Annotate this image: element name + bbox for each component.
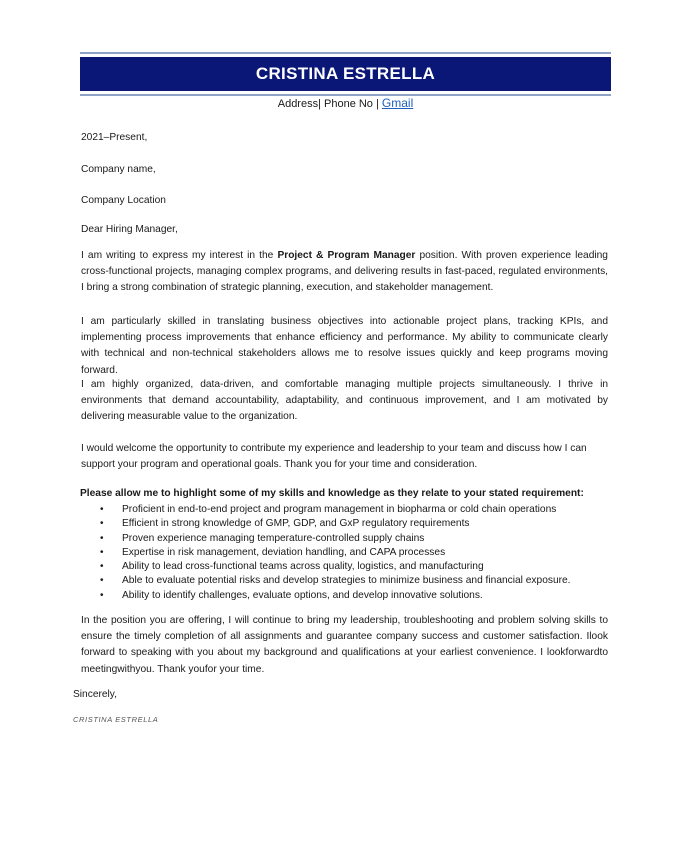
paragraph-skills-summary: I am particularly skilled in translating business objectives into actionable project plans, tracking KPIs, and implementing process improvements that enhance efficiency and performance. My ability to communicate clearly with technical and non-technical stakeholders allows me to resolve issues quickly and keep programs moving forward.: [81, 316, 608, 376]
list-item: • Expertise in risk management, deviation handling, and CAPA processes: [100, 546, 571, 560]
intro-text-end: position. With proven experience leading cross-functional projects, managing complex programs, and delivering results in fast-paced, regulated environments, I bring a strong combination of strategic planning, execution, and stakeholder management.: [81, 250, 608, 294]
company-name: Company name,: [81, 164, 156, 175]
paragraph-closing: In the position you are offering, I will continue to bring my leadership, troubleshooting and problem solving skills to ensure the timely completion of all assignments and guarantee company success and customer satisfaction. Ilook forward to speaking with you about my background and qualifications at your earliest convenience. I lookforwardto meetingwithyou. Thank youfor your time.: [81, 615, 608, 675]
list-item: • Proven experience managing temperature-controlled supply chains: [100, 532, 571, 546]
list-item: • Able to evaluate potential risks and develop strategies to minimize business and financial exposure.: [100, 574, 571, 588]
paragraph-intro: [81, 248, 608, 297]
role-title: Project & Program Manager: [277, 250, 416, 261]
signature: CRISTINA ESTRELLA: [73, 715, 159, 724]
company-location: Company Location: [81, 195, 166, 206]
top-rule: [80, 52, 611, 54]
paragraph-organization: I am highly organized, data-driven, and comfortable managing multiple projects simultaneously. I thrive in environments that demand accountability, adaptability, and continuous improvement, and I am motivated by delivering measurable value to the organization.: [81, 379, 608, 423]
contact-line: [80, 96, 611, 110]
name-banner: [80, 57, 611, 91]
skills-list: [100, 503, 571, 603]
sign-off: Sincerely,: [73, 689, 117, 700]
intro-text-start: I am writing to express my interest in the: [81, 250, 278, 261]
skills-heading: Please allow me to highlight some of my skills and knowledge as they relate to your stated requirement:: [80, 488, 584, 499]
letter-date: 2021–Present,: [81, 132, 148, 143]
gmail-link[interactable]: Gmail: [381, 96, 414, 110]
list-item: • Efficient in strong knowledge of GMP, GDP, and GxP regulatory requirements: [100, 517, 571, 531]
list-item: • Proficient in end-to-end project and program management in biopharma or cold chain operations: [100, 503, 571, 517]
list-item: • Ability to lead cross-functional teams across quality, logistics, and manufacturing: [100, 560, 571, 574]
salutation: Dear Hiring Manager,: [81, 224, 178, 235]
applicant-name: CRISTINA ESTRELLA: [255, 64, 436, 83]
paragraph-welcome: I would welcome the opportunity to contribute my experience and leadership to your team and discuss how I can support your program and operational goals. Thank you for your time and consideration.: [81, 443, 587, 471]
contact-text: Address| Phone No |: [277, 98, 382, 110]
list-item: • Ability to identify challenges, evaluate options, and develop innovative solutions.: [100, 589, 571, 603]
letter-header: [80, 52, 611, 96]
